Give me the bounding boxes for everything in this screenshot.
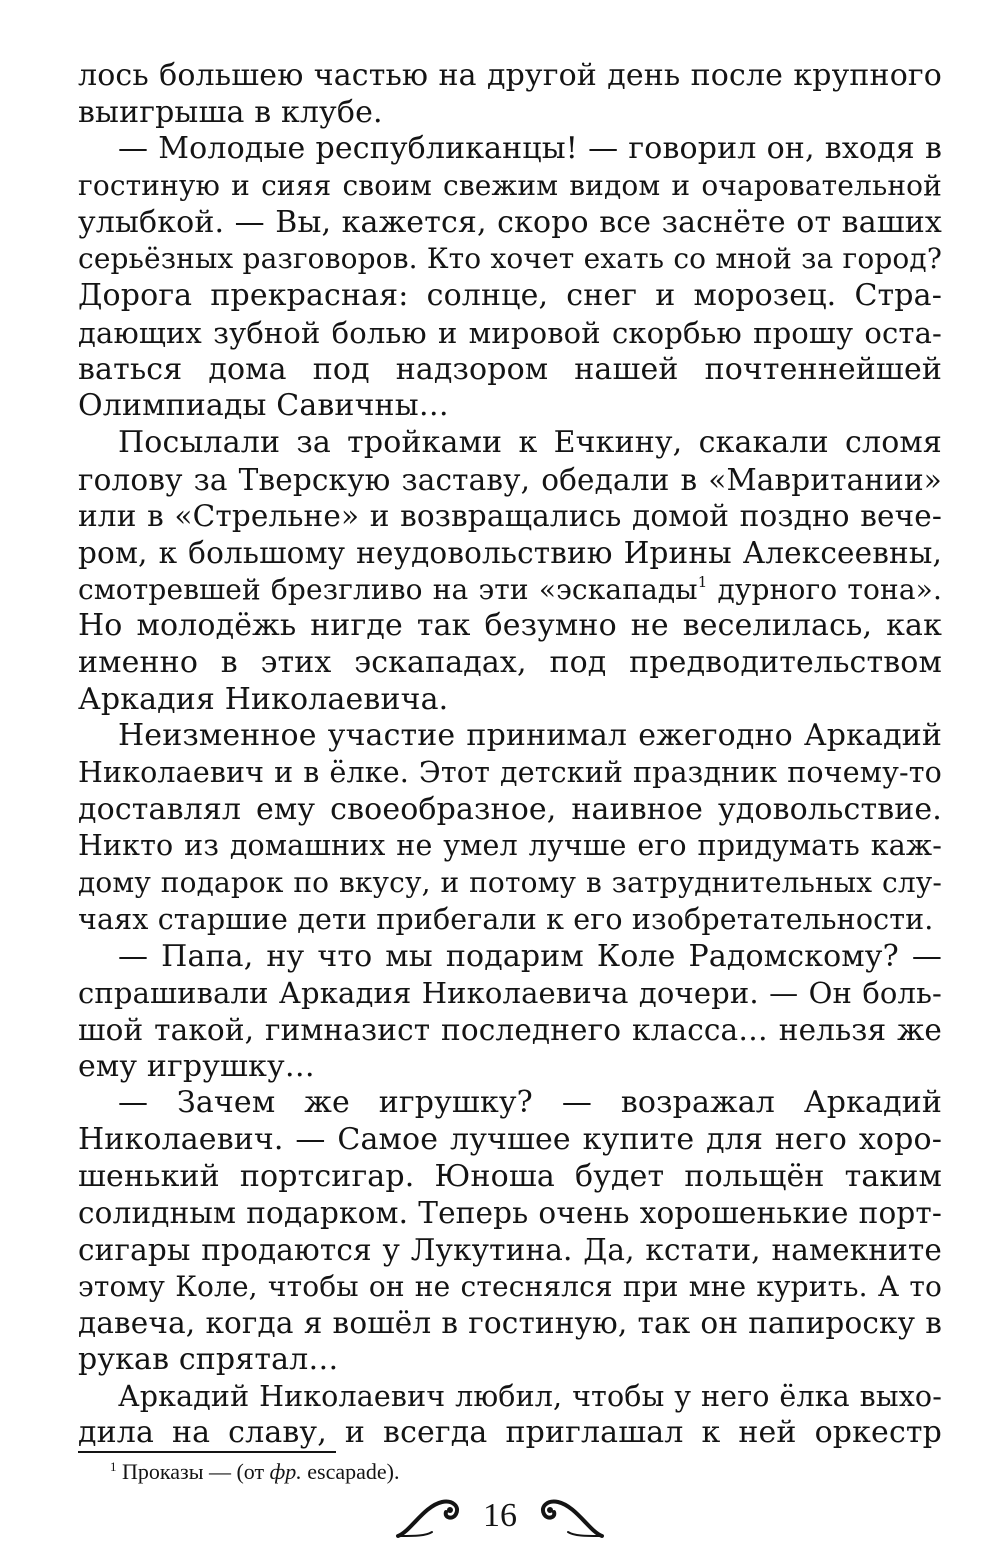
page-folio xyxy=(380,1492,620,1542)
footnote-text: Проказы — (от xyxy=(116,1459,270,1484)
text-line: давеча, когда я вошёл в гостиную, так он папироску в xyxy=(78,1306,942,1341)
text-line: Аркадий Николаевич любил, чтобы у него ёлка выхо- xyxy=(118,1379,942,1413)
text-line: гостиную и сияя своим свежим видом и очаровательной xyxy=(78,169,942,203)
footnote-text: escapade). xyxy=(301,1459,400,1484)
text-line: доставлял ему своеобразное, наивное удовольствие. xyxy=(78,791,942,827)
text-line: — Молодые республиканцы! — говорил он, входя в xyxy=(118,131,942,167)
body-text xyxy=(78,58,942,1452)
text-line-part: дурного тона». xyxy=(707,572,942,606)
footnote-divider xyxy=(78,1451,336,1453)
footnote xyxy=(110,1458,399,1486)
text-line: Но молодёжь нигде так безумно не веселилась, как xyxy=(78,608,942,644)
text-line: — Папа, ну что мы подарим Коле Радомскому? — xyxy=(118,938,942,974)
text-line-with-footnote-ref xyxy=(78,572,942,609)
text-line: выигрыша в клубе. xyxy=(78,94,383,130)
text-line: ваться дома под надзором нашей почтеннейшей xyxy=(78,351,942,387)
text-line-part: смотревшей брезгливо на эти «эскапады xyxy=(78,572,698,606)
text-line: Николаевич. — Самое лучшее купите для него хоро- xyxy=(78,1121,942,1157)
text-line: Посылали за тройками к Ечкину, скакали сломя xyxy=(118,424,942,460)
text-line: чаях старшие дети прибегали к его изобретательности. xyxy=(78,902,934,936)
text-line: Никто из домашних не умел лучше его придумать каж- xyxy=(78,829,942,863)
text-line: спрашивали Аркадия Николаевича дочери. — Он боль- xyxy=(78,976,942,1011)
text-line: солидным подарком. Теперь очень хорошенькие порт- xyxy=(78,1196,942,1231)
text-line: лось большею частью на другой день после крупного xyxy=(78,58,942,93)
text-line: дила на славу, и всегда приглашал к ней оркестр xyxy=(78,1415,942,1451)
text-line: Неизменное участие принимал ежегодно Аркадий xyxy=(118,718,942,754)
text-line: этому Коле, чтобы он не стеснялся при мне курить. А то xyxy=(78,1269,942,1303)
text-line: Дорога прекрасная: солнце, снег и морозец. Стра- xyxy=(78,278,942,314)
text-line: или в «Стрельне» и возвращались домой поздно вече- xyxy=(78,499,942,534)
text-line: дающих зубной болью и мировой скорбью прошу оста- xyxy=(78,315,942,350)
text-line: именно в этих эскападах, под предводительством xyxy=(78,645,942,680)
text-line: Олимпиады Савичны… xyxy=(78,388,449,424)
text-line: — Зачем же игрушку? — возражал Аркадий xyxy=(118,1085,942,1121)
footnote-mark: 1 xyxy=(110,1459,117,1474)
page-number: 16 xyxy=(483,1497,517,1534)
text-line: дому подарок по вкусу, и потому в затруднительных слу- xyxy=(78,866,942,900)
footnote-reference: 1 xyxy=(697,572,708,591)
text-line: шенький портсигар. Юноша будет польщён таким xyxy=(78,1158,942,1194)
text-line: голову за Тверскую заставу, обедали в «Мавритании» xyxy=(78,462,942,497)
text-line: рукав спрятал… xyxy=(78,1342,339,1378)
text-line: ему игрушку… xyxy=(78,1048,315,1084)
text-line: ром, к большому неудовольствию Ирины Алексеевны, xyxy=(78,535,942,570)
text-line: шой такой, гимназист последнего класса… нельзя же xyxy=(78,1012,942,1047)
text-line: Аркадия Николаевича. xyxy=(78,681,449,717)
text-line: Николаевич и в ёлке. Этот детский праздник почему-то xyxy=(78,756,942,790)
text-line: серьёзных разговоров. Кто хочет ехать со мной за город? xyxy=(78,242,942,276)
text-line: улыбкой. — Вы, кажется, скоро все заснёте от ваших xyxy=(78,204,942,240)
footnote-abbreviation: фр. xyxy=(269,1459,302,1484)
text-line: сигары продаются у Лукутина. Да, кстати, намекните xyxy=(78,1233,942,1267)
